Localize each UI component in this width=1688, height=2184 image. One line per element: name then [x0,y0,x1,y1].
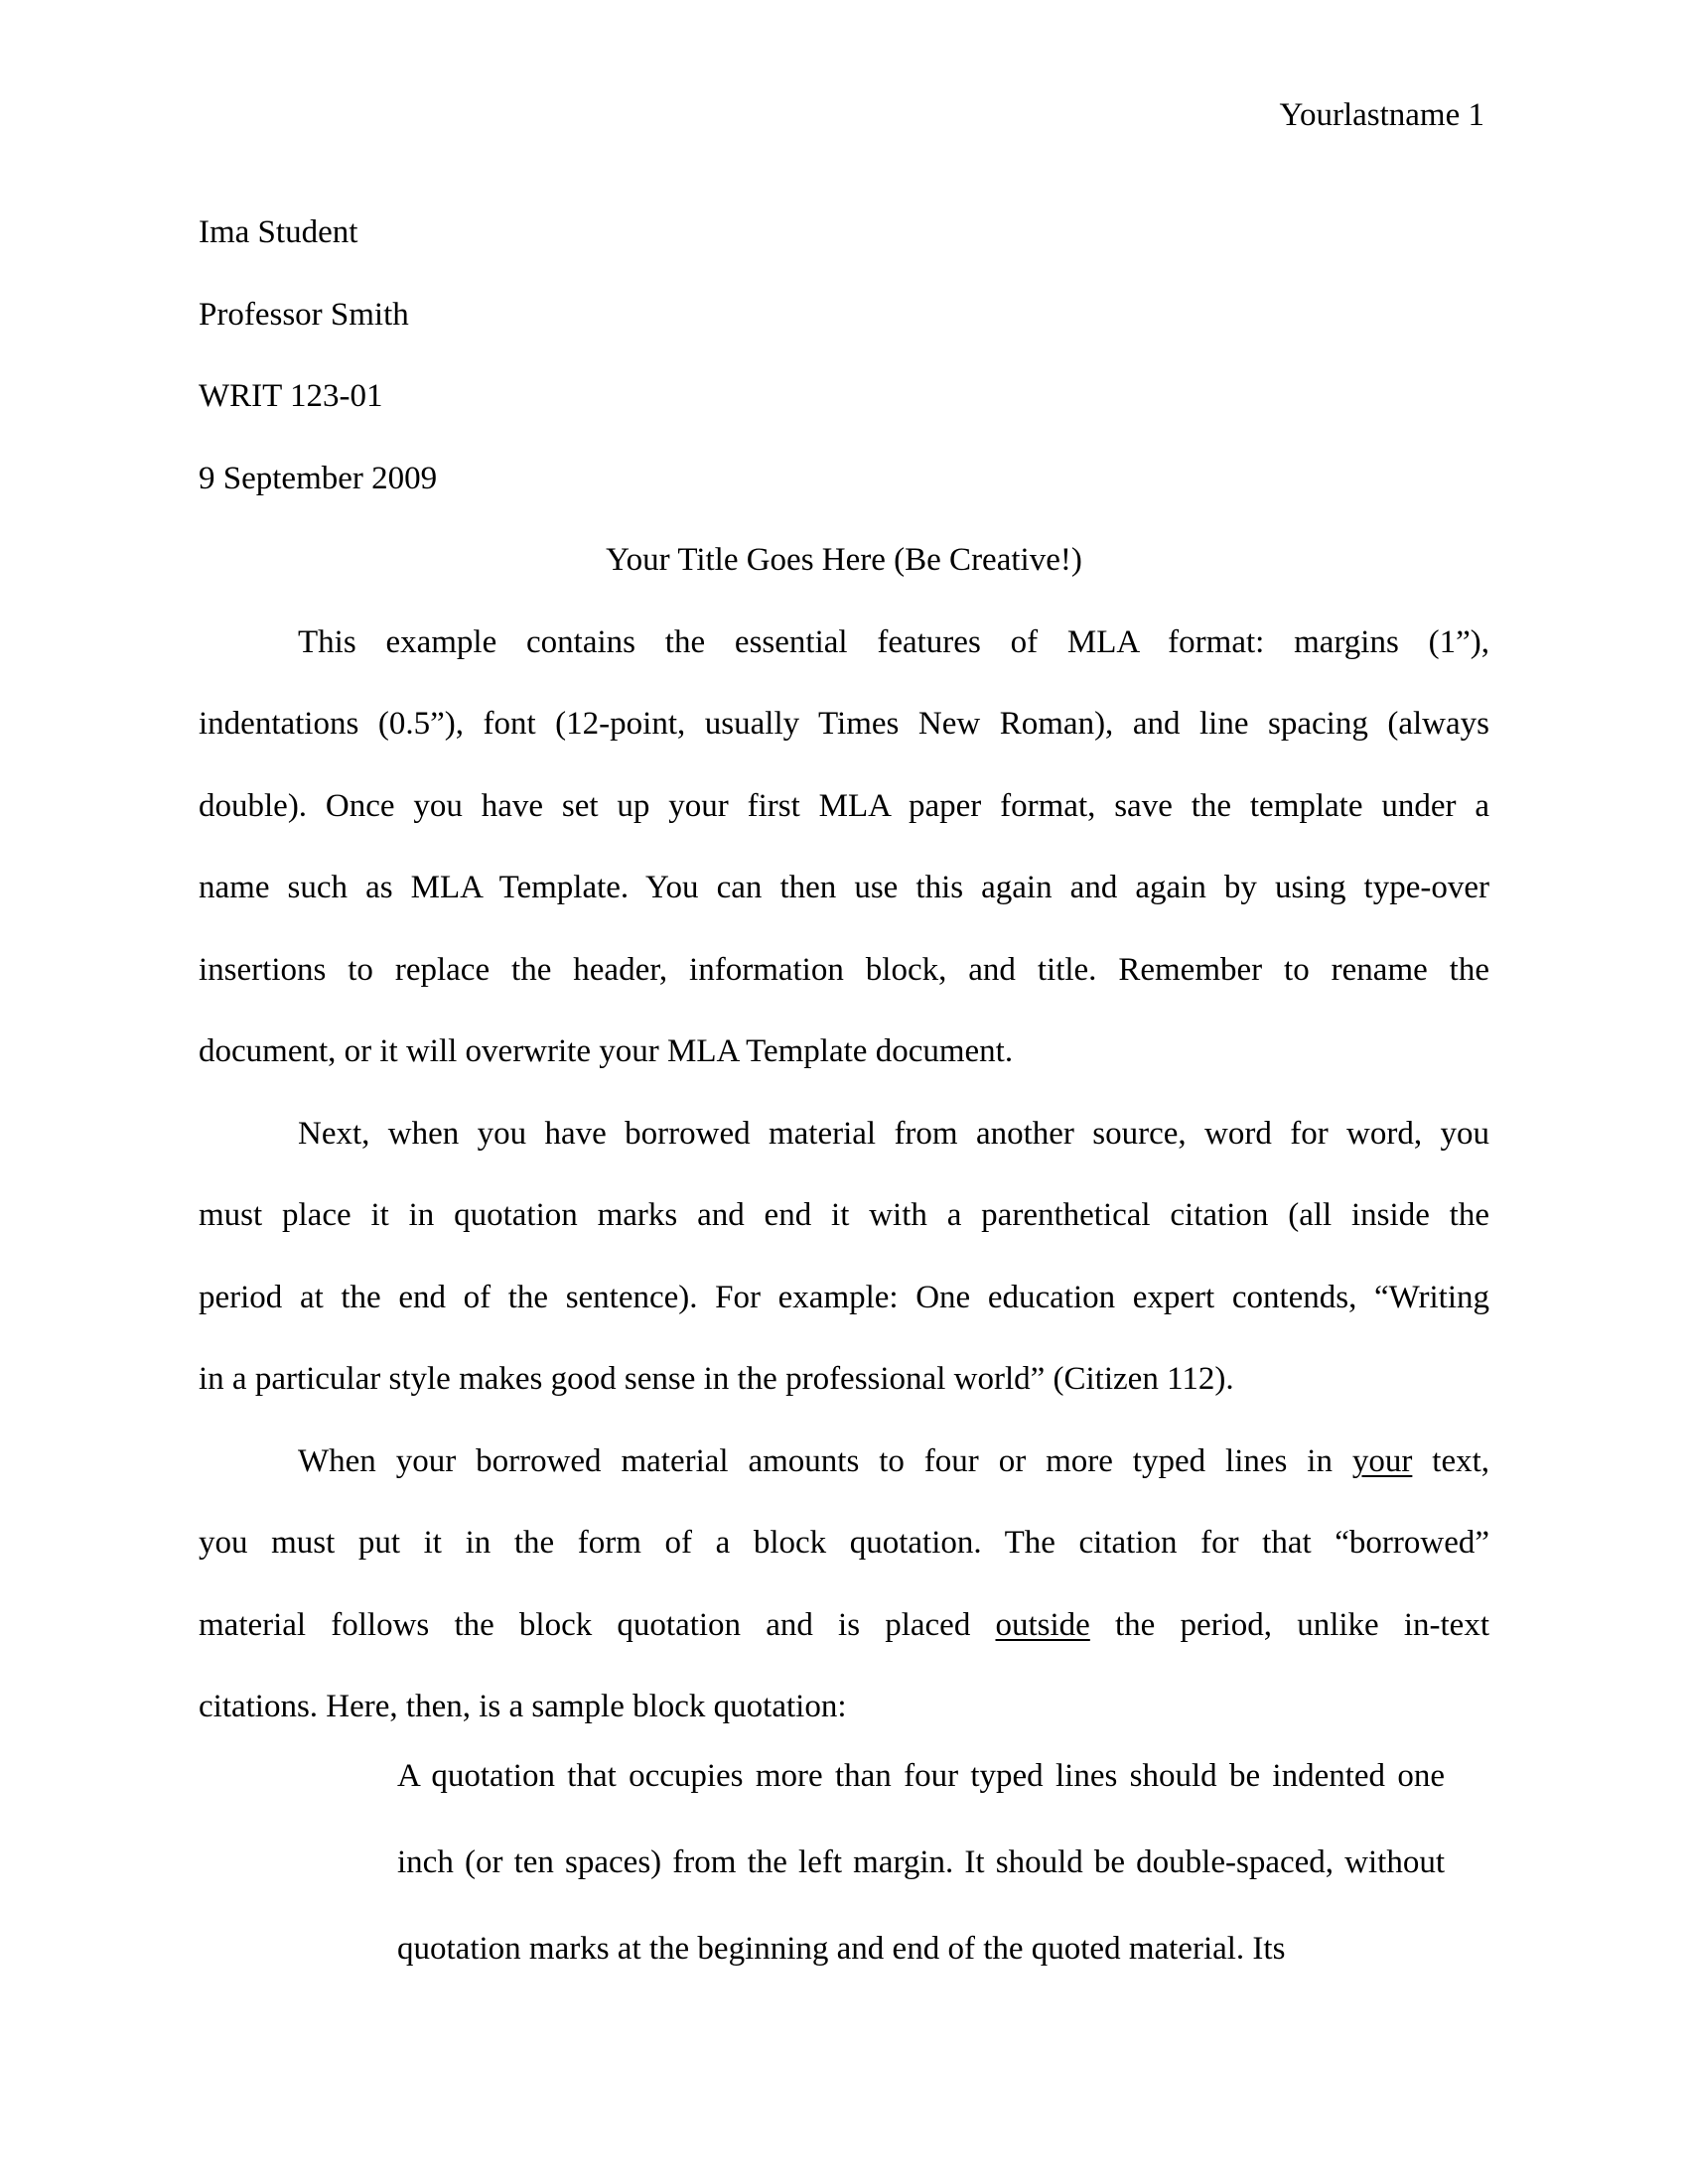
paragraph-line: period at the end of the sentence). For example: One education expert contends, “Writing [199,1279,1489,1315]
block-quotation [397,1733,1445,1992]
document-body [199,192,1489,1748]
paragraph-3 [199,1421,1489,1748]
text-segment: text, [1412,1442,1490,1479]
text-segment: When your borrowed material amounts to four or more typed lines in [298,1442,1352,1479]
paragraph-line [199,1584,1489,1667]
course-number: WRIT 123-01 [199,378,383,414]
paragraph-line: name such as MLA Template. You can then use this again and again by using type-over [199,870,1489,905]
paragraph-line: you must put it in the form of a block quotation. The citation for that “borrowed” [199,1525,1489,1561]
professor-name: Professor Smith [199,296,409,333]
paragraph-line: insertions to replace the header, information block, and title. Remember to rename the [199,951,1489,988]
paragraph-2 [199,1093,1489,1421]
paragraph-line: This example contains the essential features of MLA format: margins (1”), [298,623,1489,660]
paragraph-line: indentations (0.5”), font (12-point, usually Times New Roman), and line spacing (always [199,706,1489,742]
student-name: Ima Student [199,214,358,250]
paragraph-line: citations. Here, then, is a sample block quotation: [199,1689,847,1724]
paragraph-line: double). Once you have set up your first MLA paper format, save the template under a [199,787,1489,824]
text-segment: the period, unlike in-text [1089,1606,1489,1643]
paragraph-line: Next, when you have borrowed material from another source, word for word, you [298,1115,1489,1152]
text-segment: material follows the block quotation and is placed [199,1606,996,1643]
paragraph-line: document, or it will overwrite your MLA Template document. [199,1033,1014,1069]
block-quote-line: inch (or ten spaces) from the left margin. It should be double-spaced, without [397,1844,1445,1880]
paragraph-line [199,1421,1489,1503]
running-head: Yourlastname 1 [1279,97,1484,133]
submission-date: 9 September 2009 [199,460,438,496]
block-quote-line: quotation marks at the beginning and end of the quoted material. Its [397,1931,1286,1967]
underlined-word-outside: outside [995,1606,1090,1643]
paper-title: Your Title Goes Here (Be Creative!) [606,542,1082,578]
underlined-word-your: your [1351,1442,1413,1479]
paragraph-1 [199,602,1489,1093]
paragraph-line: must place it in quotation marks and end it with a parenthetical citation (all inside the [199,1197,1489,1233]
paragraph-line: in a particular style makes good sense in the professional world” (Citizen 112). [199,1361,1234,1397]
block-quote-line: A quotation that occupies more than four typed lines should be indented one [397,1758,1445,1794]
